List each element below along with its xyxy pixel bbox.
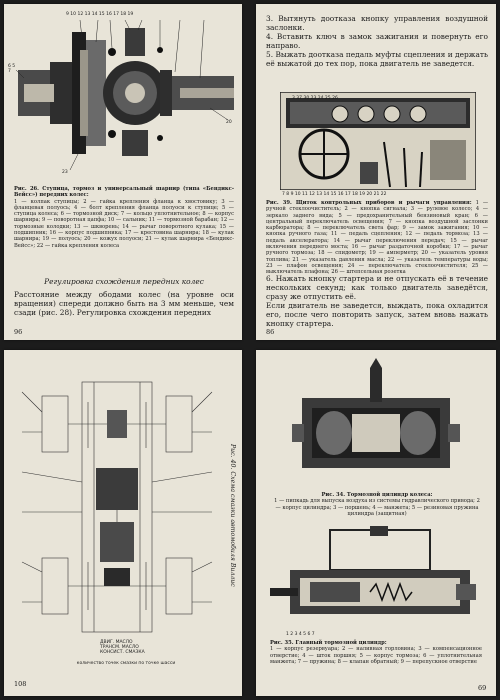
figure-26-labels-top: 9 10 12 13 14 15 16 17 18 19	[66, 12, 134, 17]
page-number: 86	[266, 328, 275, 336]
figure-35-caption-body: 1 — корпус резервуара; 2 — наливная горловина; 3 — компенсационное отверстие; 4 — шток поршня; 5 — корпус тормоза; 6 — уплотнительная манжета; 7 — пружина; 8 — клапан обратный; 9 — перепускное отверстие	[270, 646, 482, 665]
figure-26-labels-left: 6 5 7	[8, 64, 16, 74]
figure-35-caption-title: Рис. 35. Главный тормозной цилиндр:	[270, 640, 387, 646]
figure-26-labels-right: 20	[226, 120, 232, 125]
figure-26-caption	[14, 186, 234, 249]
figure-26-hub-brake-joint	[10, 10, 236, 180]
figure-35-caption	[270, 640, 482, 665]
figure-39-labels-bottom: 7 8 9 10 11 12 13 14 15 16 17 18 19 20 21 22	[282, 192, 387, 197]
page-top-left	[4, 4, 242, 340]
body-text: Расстояние между ободами колес (на уровне оси вращения) спереди должно быть на 3 мм меньше, чем сзади (рис. 28). Регулировка схождения передних	[14, 290, 234, 317]
figure-39-caption-title: Рис. 39. Щиток контрольных приборов и рычаги управления:	[266, 200, 472, 206]
figure-34-caption	[274, 492, 480, 517]
figure-40-caption: Рис. 40. Схема смазки автомобиля Виллис	[229, 444, 236, 587]
figure-34-caption-body: 1 — пипкадь для выпуска воздуха из системы гидравлического привода; 2 — корпус цилиндра; 3 — поршень; 4 — манжета; 5 — резиновая пружина цилиндра (защитная)	[274, 498, 480, 517]
figure-39-caption-body: 1 — ручной стеклоочиститель; 2 — кнопка сигнала; 3 — рулевое колесо; 4 — зеркало заднего вида; 5 — предохранительный бензиновый кран; 6 — центральный переключатель освещения; 7 — кнопка воздушной заслонки карбюратора; 8 — переключатель света фар; 9 — замок зажигания; 10 — кнопка ручного газа; 11 — педаль сцепления; 12 — педаль тормоза; 13 — педаль акселератора; 14 — рычаг переключения передач; 15 — рычаг включения переднего моста; 16 — рычаг раздаточной коробки; 17 — рычаг ручного тормоза; 18 — спидометр; 19 — амперметр; 20 — указатель уровня топлива; 21 — указатель давления масла; 22 — указатель температуры воды; 23 — плафон освещения; 24 — переключатель стеклоочистителя; 25 — выключатель плафона; 26 — штепсельная розетка	[266, 200, 489, 276]
legend-note: количество точек смазки по точке шасси	[76, 661, 176, 666]
legend	[100, 640, 145, 655]
page-bottom-left	[4, 350, 242, 696]
page-bottom-right	[256, 350, 496, 696]
page-number: 108	[14, 680, 27, 688]
figure-34-caption-title: Рис. 34. Тормозной цилиндр колеса:	[321, 492, 433, 498]
page-number: 69	[478, 684, 487, 692]
legend-line-2: ТРАНСМ. МАСЛО	[100, 645, 139, 650]
figure-39-dashboard	[280, 92, 476, 190]
figure-26-caption-title: Рис. 26. Ступица, тормоз и универсальный шарнир (типа «Бендикс-Вейсс») передних колес:	[14, 186, 234, 199]
figure-39-labels-top: 3 37 30 23 24 25 26	[292, 96, 338, 101]
section-heading: Регулировка схождения передних колес	[44, 277, 204, 286]
figure-40-lubrication-chart	[12, 372, 222, 640]
page-top-right	[256, 4, 496, 340]
body-text-top: 3. Вытянуть доотказа кнопку управления воздушной заслонки. 4. Вставить ключ в замок зажигания и повернуть его направо. 5. Выжать доотказа педаль муфты сцепления и держать её выжатой до тех пор, пока двигатель не заведется.	[266, 14, 488, 68]
legend-line-1: ДВИГ. МАСЛО	[100, 640, 133, 645]
figure-26-caption-body: 1 — колпак ступицы; 2 — гайка крепления фланца к хвостовику; 3 — фланцевая полуось; 4 — болт крепления фланца полуоси к ступице; 5 — ступица колеса; 6 — тормозной диск; 7 — кольцо уплотнительное; 8 — корпус шарнира; 9 — поворотная цапфа; 10 — сальник; 11 — тормозной барабан; 12 — тормозные колодки; 13 — шкворень; 14 — рычаг поворотного кулака; 15 — подшипник; 16 — корпус подшипника; 17 — крестовина шарнира; 18 — кулак шарнира; 19 — полуось; 20 — кожух полуоси; 21 — кулак шарнира «Бендикс-Вейсс»; 22 — гайка крепления колеса	[14, 198, 234, 249]
figure-35-labels: 1 2 3 4 5 6 7	[286, 632, 315, 637]
figure-35-master-cylinder	[270, 526, 482, 626]
body-text-bottom: 6. Нажать кнопку стартера и не отпускать её в течение нескольких секунд; как только двигатель заведётся, сразу же отпустить её. Если двигатель не заведется, выждать, пока охладится его, после чего повторить запуск, затем вновь нажать кнопку стартера.	[266, 274, 488, 328]
legend-line-3: КОНСИСТ. СМАЗКА	[100, 650, 145, 655]
page-number: 96	[14, 328, 23, 336]
figure-26-labels-bottom: 23	[62, 170, 68, 175]
figure-34-wheel-cylinder	[292, 358, 460, 488]
figure-39-caption	[266, 200, 488, 276]
